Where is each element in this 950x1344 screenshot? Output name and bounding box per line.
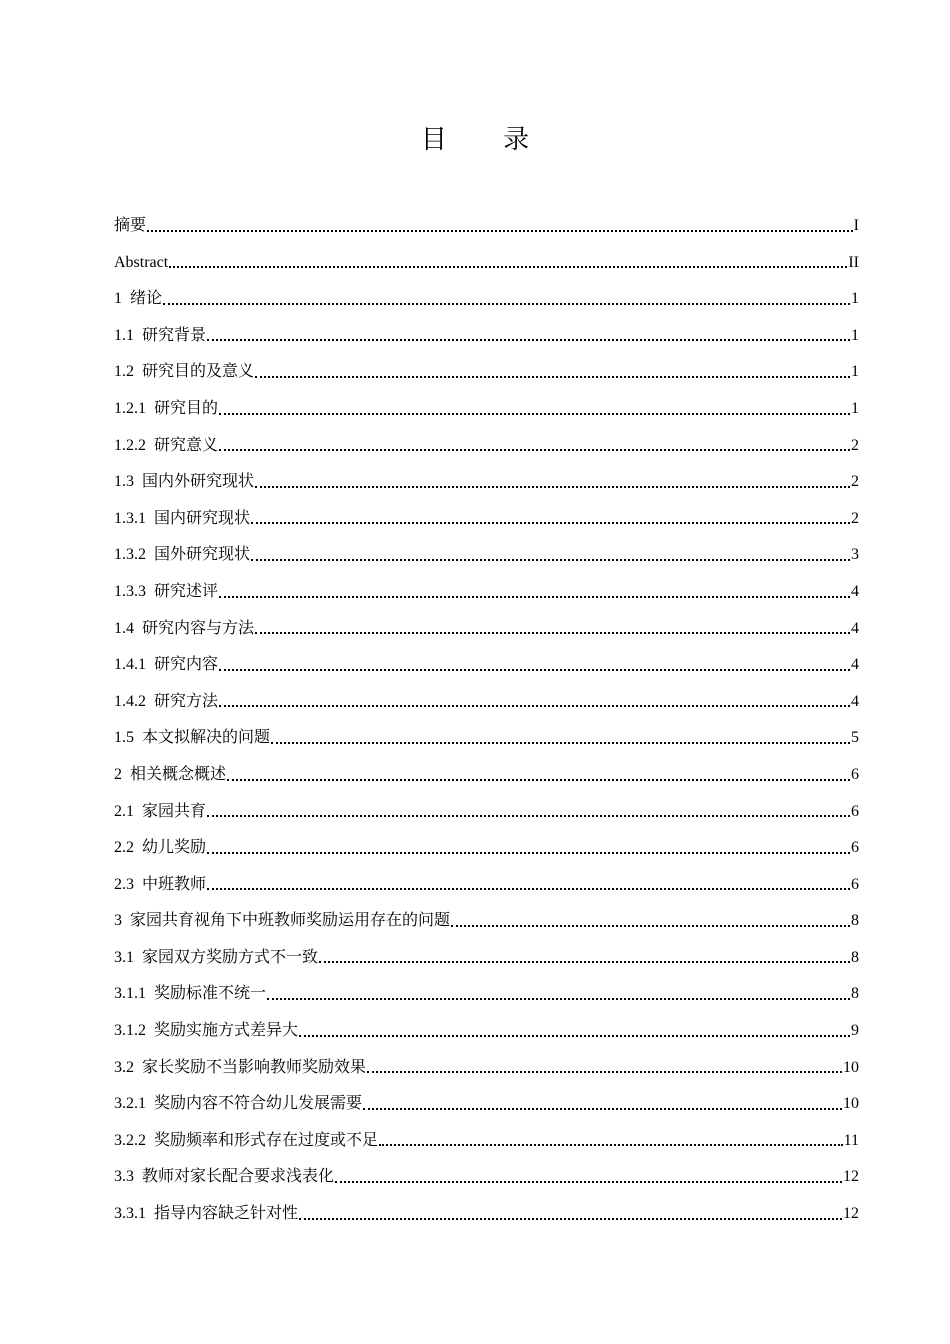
toc-entry-heading	[114, 354, 254, 391]
toc-entry[interactable]	[114, 867, 859, 904]
toc-entry[interactable]	[114, 318, 859, 355]
toc-entry-page-number: 6	[851, 839, 859, 857]
toc-entry[interactable]	[114, 537, 859, 574]
toc-entry-page-number: 8	[851, 985, 859, 1003]
toc-entry-number: 3.1.2	[114, 1022, 146, 1040]
toc-entry[interactable]	[114, 1013, 859, 1050]
toc-dot-leader	[169, 264, 847, 268]
toc-entry[interactable]	[114, 464, 859, 501]
toc-entry-label: 相关概念概述	[130, 765, 227, 783]
toc-entry-page-number: I	[853, 217, 859, 234]
toc-dot-leader	[299, 1033, 850, 1037]
toc-entry-number: 1.2.2	[114, 436, 146, 454]
toc-entry[interactable]	[114, 794, 859, 831]
toc-entry-page-number: 3	[851, 546, 859, 564]
table-of-contents	[114, 208, 859, 1233]
toc-entry-label: Abstract	[114, 253, 169, 271]
toc-entry-number: 3.2	[114, 1058, 134, 1076]
toc-entry-label: 奖励标准不统一	[154, 985, 267, 1003]
toc-entry-heading	[114, 318, 206, 355]
toc-entry-label: 本文拟解决的问题	[142, 729, 271, 747]
toc-entry-number: 2.1	[114, 802, 134, 820]
toc-entry-page-number: 6	[851, 765, 859, 783]
toc-dot-leader	[251, 520, 850, 524]
toc-entry-label: 国外研究现状	[154, 546, 251, 564]
toc-dot-leader	[207, 813, 850, 817]
toc-entry[interactable]	[114, 501, 859, 538]
toc-entry-number: 3	[114, 912, 122, 930]
toc-entry[interactable]	[114, 354, 859, 391]
toc-entry[interactable]	[114, 976, 859, 1013]
toc-entry-label: 奖励内容不符合幼儿发展需要	[154, 1095, 363, 1113]
toc-entry-page-number: 6	[851, 802, 859, 820]
toc-entry-number: 1.3.3	[114, 582, 146, 600]
toc-entry-label: 研究内容与方法	[142, 619, 255, 637]
toc-dot-leader	[299, 1216, 842, 1220]
toc-dot-leader	[147, 228, 853, 232]
toc-entry-number: 1.2.1	[114, 399, 146, 417]
toc-entry-page-number: 10	[843, 1058, 859, 1076]
toc-entry-page-number: 1	[851, 290, 859, 308]
toc-entry-number: 1	[114, 290, 122, 308]
toc-entry-label: 教师对家长配合要求浅表化	[142, 1168, 335, 1186]
toc-entry-label: 研究背景	[142, 326, 207, 344]
toc-entry-page-number: 1	[851, 326, 859, 344]
toc-entry[interactable]	[114, 830, 859, 867]
toc-entry-page-number: 6	[851, 875, 859, 893]
toc-dot-leader	[267, 996, 850, 1000]
toc-entry-number: 1.4.2	[114, 692, 146, 710]
toc-entry-label: 家长奖励不当影响教师奖励效果	[142, 1058, 367, 1076]
toc-entry[interactable]	[114, 1086, 859, 1123]
toc-entry[interactable]	[114, 428, 859, 465]
toc-entry-heading	[114, 428, 218, 465]
page-title: 目 录	[420, 125, 554, 155]
toc-entry-page-number: II	[848, 253, 859, 271]
toc-entry[interactable]	[114, 611, 859, 648]
toc-dot-leader	[207, 337, 850, 341]
toc-dot-leader	[219, 447, 850, 451]
toc-dot-leader	[207, 850, 850, 854]
toc-entry-page-number: 10	[843, 1095, 859, 1113]
toc-entry-page-number: 1	[851, 399, 859, 417]
toc-entry-label: 研究目的	[154, 399, 219, 417]
toc-entry-label: 中班教师	[142, 875, 207, 893]
toc-entry-label: 家园共育	[142, 802, 207, 820]
toc-entry-page-number: 9	[851, 1022, 859, 1040]
toc-entry-number: 1.5	[114, 729, 134, 747]
toc-entry[interactable]	[114, 903, 859, 940]
toc-entry-heading	[114, 976, 266, 1013]
toc-entry-page-number: 12	[843, 1205, 859, 1223]
toc-entry-label: 奖励实施方式差异大	[154, 1022, 299, 1040]
toc-entry-number: 2.3	[114, 875, 134, 893]
toc-dot-leader	[363, 1106, 842, 1110]
toc-entry-label: 研究意义	[154, 436, 219, 454]
toc-entry-page-number: 1	[851, 363, 859, 381]
toc-entry-number: 3.1.1	[114, 985, 146, 1003]
toc-entry-heading	[114, 830, 206, 867]
toc-entry-number: 1.2	[114, 363, 134, 381]
toc-entry-heading	[114, 1013, 298, 1050]
toc-entry-page-number: 4	[851, 692, 859, 710]
toc-dot-leader	[379, 1142, 843, 1146]
toc-entry-label: 国内外研究现状	[142, 473, 255, 491]
toc-entry-label: 摘要	[114, 217, 147, 234]
toc-entry-page-number: 11	[843, 1131, 859, 1149]
toc-entry-heading	[114, 611, 254, 648]
toc-entry[interactable]	[114, 1050, 859, 1087]
toc-entry-number: 3.3.1	[114, 1205, 146, 1223]
toc-dot-leader	[319, 959, 850, 963]
toc-entry-label: 研究目的及意义	[142, 363, 255, 381]
toc-entry-heading	[114, 647, 218, 684]
toc-entry-number: 3.2.2	[114, 1131, 146, 1149]
toc-entry-page-number: 2	[851, 473, 859, 491]
toc-entry-number: 1.4.1	[114, 656, 146, 674]
toc-entry[interactable]	[114, 1196, 859, 1233]
toc-entry-heading	[114, 1159, 334, 1196]
toc-entry-heading	[114, 208, 146, 245]
toc-entry-label: 研究方法	[154, 692, 219, 710]
toc-entry-label: 奖励频率和形式存在过度或不足	[154, 1131, 379, 1149]
toc-entry-heading	[114, 940, 318, 977]
toc-entry-heading	[114, 867, 206, 904]
toc-entry-heading	[114, 1196, 298, 1233]
toc-entry-label: 国内研究现状	[154, 509, 251, 527]
toc-entry[interactable]	[114, 245, 859, 282]
toc-dot-leader	[335, 1179, 842, 1183]
toc-entry-heading	[114, 684, 218, 721]
toc-entry-heading	[114, 720, 270, 757]
toc-entry-heading	[114, 903, 450, 940]
toc-entry-number: 2.2	[114, 839, 134, 857]
toc-dot-leader	[251, 557, 850, 561]
toc-entry[interactable]	[114, 1123, 859, 1160]
toc-entry-number: 3.1	[114, 948, 134, 966]
toc-entry-page-number: 12	[843, 1168, 859, 1186]
toc-entry-label: 研究述评	[154, 582, 219, 600]
toc-entry-heading	[114, 245, 168, 282]
toc-dot-leader	[219, 703, 850, 707]
toc-entry[interactable]	[114, 208, 859, 245]
toc-entry-heading	[114, 391, 218, 428]
toc-dot-leader	[207, 886, 850, 890]
toc-dot-leader	[163, 301, 850, 305]
toc-dot-leader	[451, 923, 850, 927]
toc-entry-label: 研究内容	[154, 656, 219, 674]
toc-dot-leader	[219, 667, 850, 671]
toc-entry[interactable]	[114, 574, 859, 611]
toc-entry-number: 1.3	[114, 473, 134, 491]
toc-entry-number: 1.4	[114, 619, 134, 637]
toc-entry-page-number: 5	[851, 729, 859, 747]
toc-entry-heading	[114, 1086, 362, 1123]
toc-entry[interactable]	[114, 281, 859, 318]
toc-entry-heading	[114, 501, 250, 538]
toc-entry-heading	[114, 464, 254, 501]
toc-entry-heading	[114, 537, 250, 574]
toc-entry-heading	[114, 574, 218, 611]
toc-entry-page-number: 2	[851, 436, 859, 454]
toc-entry-page-number: 8	[851, 948, 859, 966]
toc-entry-number: 1.1	[114, 326, 134, 344]
toc-entry-number: 3.3	[114, 1168, 134, 1186]
toc-entry-number: 2	[114, 765, 122, 783]
toc-entry-label: 绪论	[130, 290, 163, 308]
toc-entry-label: 幼儿奖励	[142, 839, 207, 857]
toc-entry[interactable]	[114, 757, 859, 794]
toc-entry-page-number: 4	[851, 656, 859, 674]
toc-entry[interactable]	[114, 647, 859, 684]
toc-dot-leader	[271, 740, 850, 744]
toc-dot-leader	[255, 374, 850, 378]
toc-entry[interactable]	[114, 940, 859, 977]
toc-dot-leader	[255, 630, 850, 634]
toc-entry-page-number: 4	[851, 582, 859, 600]
toc-dot-leader	[227, 777, 850, 781]
toc-entry-heading	[114, 1050, 366, 1087]
toc-entry-label: 家园共育视角下中班教师奖励运用存在的问题	[130, 912, 451, 930]
toc-entry-heading	[114, 794, 206, 831]
toc-dot-leader	[219, 594, 850, 598]
toc-entry-page-number: 4	[851, 619, 859, 637]
toc-entry-heading	[114, 1123, 378, 1160]
toc-entry-number: 1.3.2	[114, 546, 146, 564]
toc-entry[interactable]	[114, 391, 859, 428]
toc-entry-page-number: 8	[851, 912, 859, 930]
toc-entry-number: 1.3.1	[114, 509, 146, 527]
toc-entry[interactable]	[114, 1159, 859, 1196]
toc-entry[interactable]	[114, 720, 859, 757]
toc-entry-label: 家园双方奖励方式不一致	[142, 948, 319, 966]
toc-entry-label: 指导内容缺乏针对性	[154, 1205, 299, 1223]
toc-entry-number: 3.2.1	[114, 1095, 146, 1113]
toc-entry[interactable]	[114, 684, 859, 721]
toc-dot-leader	[255, 484, 850, 488]
toc-entry-heading	[114, 757, 226, 794]
toc-dot-leader	[219, 411, 850, 415]
toc-entry-page-number: 2	[851, 509, 859, 527]
toc-entry-heading	[114, 281, 162, 318]
toc-dot-leader	[367, 1069, 842, 1073]
